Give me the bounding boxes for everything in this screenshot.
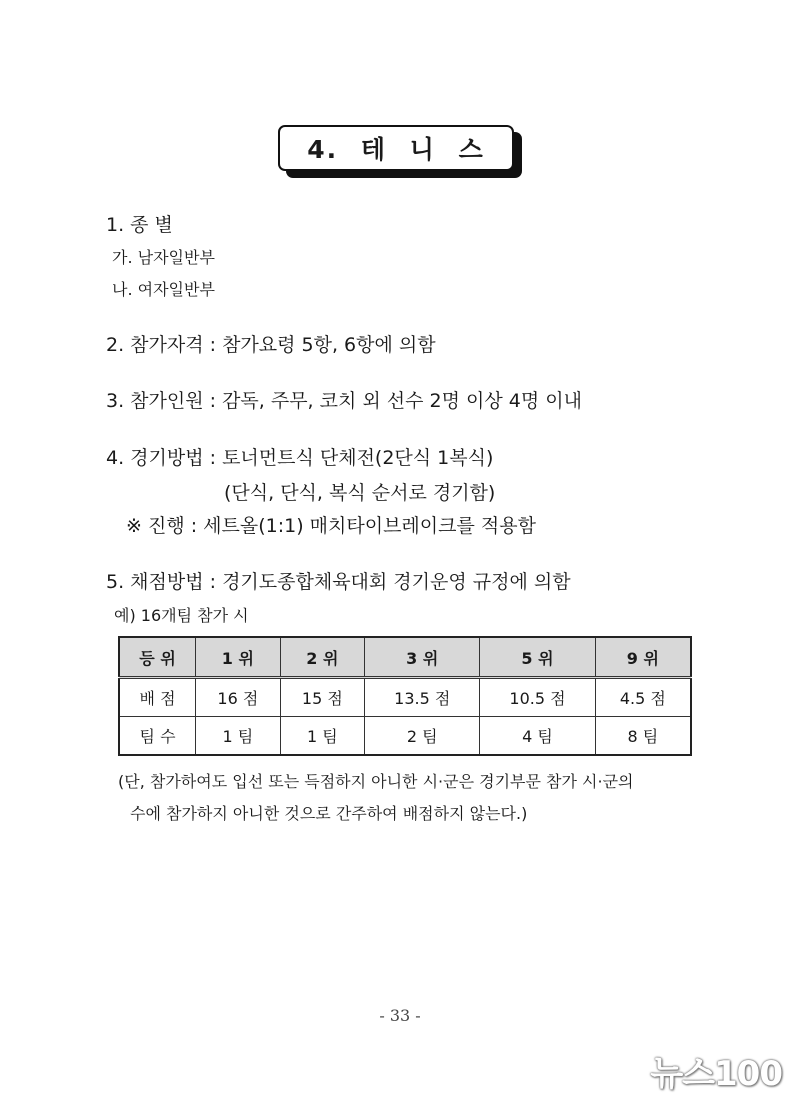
table-row [119,717,691,756]
footnote-line-1: (단, 참가하여도 입선 또는 득점하지 아니한 시·군은 경기부문 참가 시·군의 [118,772,634,791]
table-row [119,678,691,717]
watermark-logo: 뉴스100 [650,1054,782,1094]
table-cell: 4.5 점 [595,678,691,717]
eligibility-line: 2. 참가자격 : 참가요령 5항, 6항에 의함 [106,334,436,356]
table-cell: 16 점 [196,678,281,717]
table-cell: 등 위 [119,637,196,678]
scoring-method-line: 5. 채점방법 : 경기도종합체육대회 경기운영 규정에 의함 [106,571,571,593]
table-header-row [119,637,691,678]
table-cell: 5 위 [480,637,595,678]
page-number: - 33 - [379,1006,421,1025]
section-title [278,125,514,171]
table-cell: 배 점 [119,678,196,717]
table-cell: 2 위 [280,637,365,678]
table-cell: 9 위 [595,637,691,678]
category-heading: 1. 종 별 [106,214,173,236]
table-cell: 2 팀 [365,717,480,756]
category-item-women: 나. 여자일반부 [112,280,215,299]
category-item-men: 가. 남자일반부 [112,248,215,267]
table-cell: 15 점 [280,678,365,717]
table-cell: 4 팀 [480,717,595,756]
scoring-example-line: 예) 16개팀 참가 시 [114,606,249,625]
match-order-line: (단식, 단식, 복식 순서로 경기함) [224,482,496,504]
match-method-line: 4. 경기방법 : 토너먼트식 단체전(2단식 1복식) [106,447,494,469]
score-table [118,636,692,756]
participants-line: 3. 참가인원 : 감독, 주무, 코치 외 선수 2명 이상 4명 이내 [106,390,582,412]
footnote-line-2: 수에 참가하지 아니한 것으로 간주하여 배점하지 않는다.) [130,804,528,823]
table-cell: 8 팀 [595,717,691,756]
table-cell: 13.5 점 [365,678,480,717]
table-cell: 3 위 [365,637,480,678]
table-cell: 팀 수 [119,717,196,756]
section-title-text: 4. 테 니 스 [307,135,485,164]
table-cell: 1 팀 [196,717,281,756]
table-cell: 1 팀 [280,717,365,756]
table-cell: 1 위 [196,637,281,678]
progress-note-line: ※ 진행 : 세트올(1:1) 매치타이브레이크를 적용함 [126,515,536,537]
table-cell: 10.5 점 [480,678,595,717]
